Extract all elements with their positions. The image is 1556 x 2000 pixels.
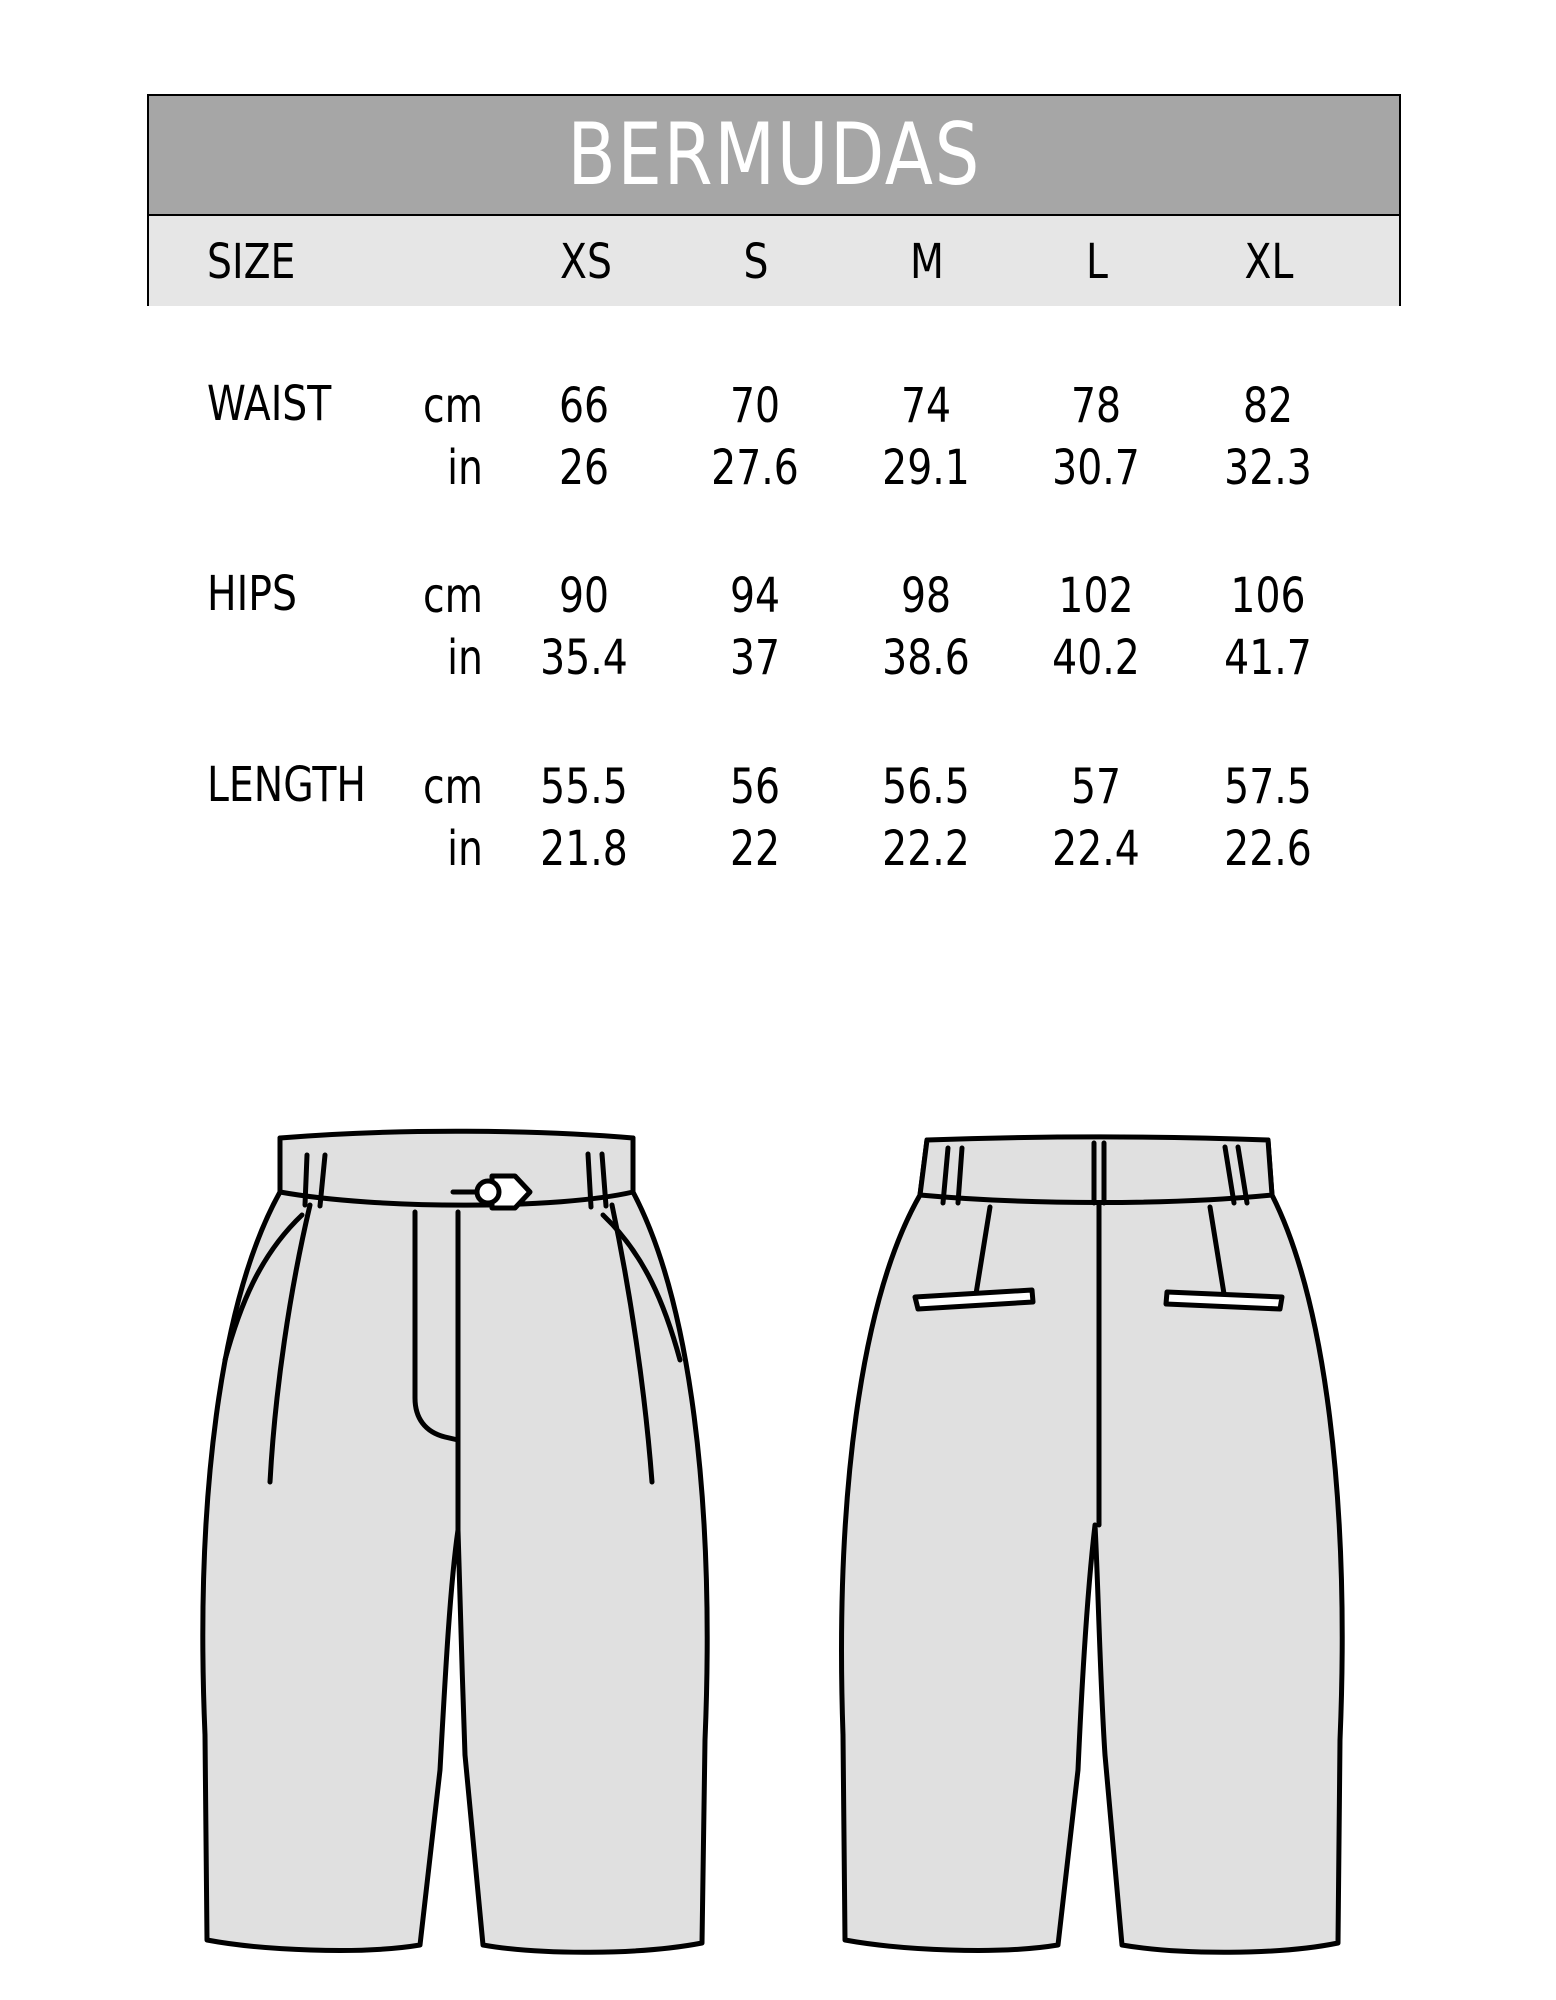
length-in-xs: 21.8 (540, 821, 628, 877)
size-m: M (910, 234, 944, 290)
waist-cm-xl: 82 (1242, 378, 1294, 434)
shorts-front-illustration (203, 1131, 707, 1952)
waist-cm-l: 78 (1070, 378, 1122, 434)
hips-cm-xl: 106 (1230, 568, 1306, 624)
size-xs: XS (560, 234, 612, 290)
waist-cm-xs: 66 (558, 378, 610, 434)
front-button (477, 1181, 499, 1203)
hips-in-xl: 41.7 (1224, 630, 1312, 686)
length-cm-l: 57 (1070, 759, 1122, 815)
length-cm-m: 56.5 (882, 759, 970, 815)
chart-title: BERMUDAS (567, 105, 981, 205)
back-body (842, 1140, 1343, 1952)
length-cm-unit: cm (423, 759, 483, 815)
hips-label: HIPS (207, 566, 297, 622)
waist-in-m: 29.1 (882, 440, 970, 496)
size-label: SIZE (207, 234, 296, 290)
front-body (203, 1138, 707, 1952)
waist-cm-m: 74 (900, 378, 952, 434)
waist-in-s: 27.6 (711, 440, 799, 496)
waist-label: WAIST (207, 376, 332, 432)
waist-cm-s: 70 (729, 378, 781, 434)
hips-cm-xs: 90 (558, 568, 610, 624)
hips-cm-l: 102 (1058, 568, 1134, 624)
hips-cm-s: 94 (729, 568, 781, 624)
waist-in-unit: in (447, 440, 483, 496)
waist-cm-unit: cm (423, 378, 483, 434)
back-right-welt-pocket (1166, 1292, 1282, 1309)
hips-cm-unit: cm (423, 568, 483, 624)
measurements-table (0, 0, 1556, 900)
waist-in-xl: 32.3 (1224, 440, 1312, 496)
hips-in-m: 38.6 (882, 630, 970, 686)
length-cm-xs: 55.5 (540, 759, 628, 815)
length-in-xl: 22.6 (1224, 821, 1312, 877)
size-xl: XL (1244, 234, 1294, 290)
length-in-m: 22.2 (882, 821, 970, 877)
length-in-l: 22.4 (1052, 821, 1140, 877)
waist-in-l: 30.7 (1052, 440, 1140, 496)
length-label: LENGTH (207, 757, 366, 813)
hips-in-xs: 35.4 (540, 630, 628, 686)
hips-in-l: 40.2 (1052, 630, 1140, 686)
shorts-back-illustration (842, 1137, 1343, 1952)
size-l: L (1086, 234, 1108, 290)
waist-in-xs: 26 (558, 440, 610, 496)
hips-in-unit: in (447, 630, 483, 686)
length-cm-s: 56 (729, 759, 781, 815)
length-in-s: 22 (729, 821, 781, 877)
size-s: S (743, 234, 769, 290)
hips-in-s: 37 (729, 630, 781, 686)
length-cm-xl: 57.5 (1224, 759, 1312, 815)
hips-cm-m: 98 (900, 568, 952, 624)
length-in-unit: in (447, 821, 483, 877)
garment-illustrations (0, 1100, 1556, 1980)
